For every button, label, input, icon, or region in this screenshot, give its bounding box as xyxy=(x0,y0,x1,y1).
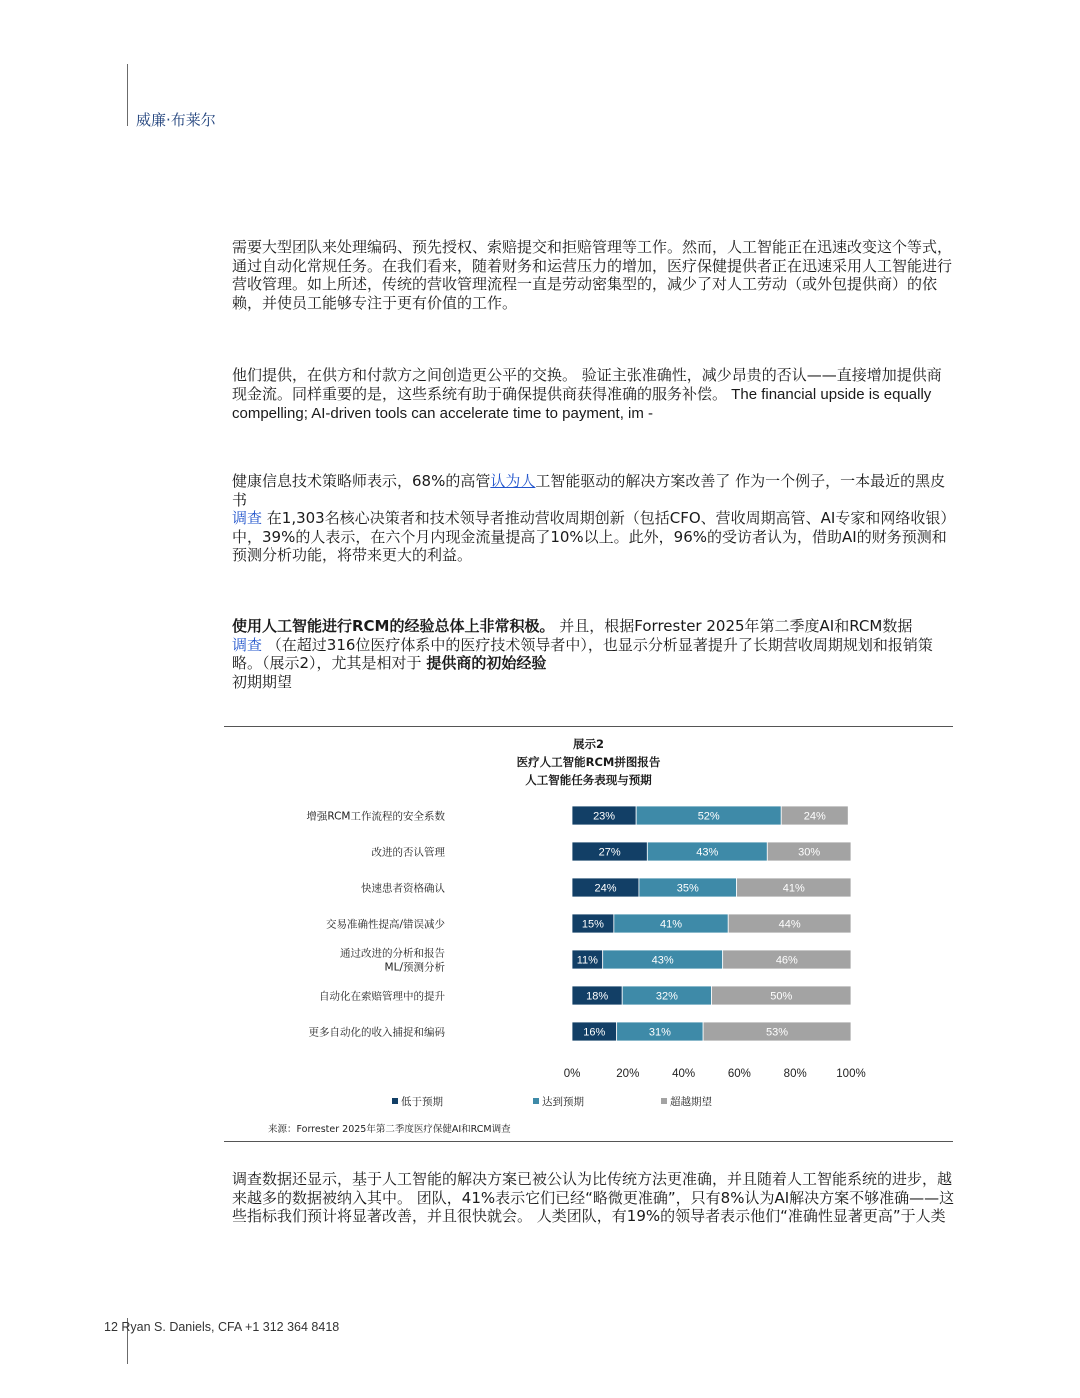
exhibit-bottom-rule xyxy=(224,1141,953,1142)
data-label: 53% xyxy=(766,1026,789,1039)
exhibit-label: 展示2 xyxy=(572,737,604,751)
data-label: 35% xyxy=(676,882,699,895)
paragraph-5: 调查数据还显示，基于人工智能的解决方案已被公认为比传统方法更准确，并且随着人工智能系统的进步，越来越多的数据被纳入其中。 团队，41%表示它们已经“略微更准确”，只有8%认为AI解决方案不够准确——这些指标我们预计将显著改善，并且很快就会。 人类团队，有19%的领导者表示他们“准确性显著更高”于人类 xyxy=(232,1170,955,1225)
paragraph-2: 他们提供，在供方和付款方之间创造更公平的交换。 验证主张准确性，减少昂贵的否认——直接增加提供商现金流。同样重要的是，这些系统有助于确保提供商获得准确的服务补偿。 The financial upside is equally compelling; AI-driven tools can accelerate time to payment, im - xyxy=(232,366,942,422)
x-tick-label: 80% xyxy=(783,1068,807,1080)
legend-label: 低于预期 xyxy=(401,1096,443,1108)
category-label: 快速患者资格确认 xyxy=(361,882,445,895)
data-label: 30% xyxy=(798,846,821,859)
data-label: 16% xyxy=(583,1026,606,1039)
legend-swatch xyxy=(533,1098,539,1104)
x-tick-label: 40% xyxy=(672,1068,696,1080)
data-label: 11% xyxy=(576,954,598,967)
legend-swatch xyxy=(661,1098,667,1104)
header-rule xyxy=(127,64,128,126)
data-label: 15% xyxy=(581,918,604,931)
paragraph-4: 使用人工智能进行RCM的经验总体上非常积极。 并且，根据Forrester 2025年第二季度AI和RCM数据 调查 （在超过316位医疗体系中的医疗技术领导者中），也显示分析显著提升了长期营收周期规划和报销策略。（展示2），尤其是相对于 提供商的初始经验 初期期望 xyxy=(232,617,933,691)
exhibit-subtitle: 人工智能任务表现与预期 xyxy=(525,773,652,787)
exhibit-top-rule xyxy=(224,726,953,727)
category-label: 增强RCM工作流程的安全系数 xyxy=(306,810,445,823)
brand-name: 威廉·布莱尔 xyxy=(136,111,216,129)
category-label: ML/预测分析 xyxy=(384,961,445,974)
data-label: 24% xyxy=(594,882,617,895)
footer-text: 12 Ryan S. Daniels, CFA +1 312 364 8418 xyxy=(104,1320,340,1334)
stacked-bar-chart xyxy=(224,795,953,1115)
data-label: 50% xyxy=(770,990,793,1003)
data-label: 43% xyxy=(651,954,674,967)
paragraph-1: 需要大型团队来处理编码、预先授权、索赔提交和拒赔管理等工作。然而，人工智能正在迅速改变这个等式，通过自动化常规任务。在我们看来，随着财务和运营压力的增加，医疗保健提供者正在迅速采用人工智能进行营收管理。如上所述，传统的营收管理流程一直是劳动密集型的，减少了对人工劳动（或外包提供商）的依赖，并使员工能够专注于更有价值的工作。 xyxy=(232,238,953,312)
legend-swatch xyxy=(392,1098,398,1104)
exhibit-title: 医疗人工智能RCM拼图报告 xyxy=(516,755,661,769)
exhibit-source: 来源：Forrester 2025年第二季度医疗保健AI和RCM调查 xyxy=(268,1124,511,1135)
category-label: 交易准确性提高/错误减少 xyxy=(325,918,445,931)
category-label: 改进的否认管理 xyxy=(371,846,445,859)
data-label: 41% xyxy=(782,882,805,895)
category-label: 通过改进的分析和报告 xyxy=(340,947,445,960)
data-label: 31% xyxy=(648,1026,671,1039)
survey-link-2[interactable]: 调查 xyxy=(232,635,263,654)
survey-link[interactable]: 调查 xyxy=(232,509,263,527)
data-label: 44% xyxy=(778,918,801,931)
data-label: 18% xyxy=(586,990,609,1003)
data-label: 43% xyxy=(696,846,719,859)
x-tick-label: 0% xyxy=(563,1068,581,1080)
data-label: 24% xyxy=(803,810,826,823)
data-label: 32% xyxy=(655,990,678,1003)
x-tick-label: 100% xyxy=(836,1068,866,1080)
legend-label: 超越期望 xyxy=(670,1096,712,1108)
data-label: 41% xyxy=(660,918,683,931)
paragraph-3: 健康信息技术策略师表示，68%的高管认为人工智能驱动的解决方案改善了 作为一个例子，一本最近的黑皮书 调查 在1,303名核心决策者和技术领导者推动营收周期创新（包括CFO、营收周期高管、AI专家和网络收银）中，39%的人表示，在六个月内现金流量提高了10%以上。此外，96%的受访者认为，借助AI的财务预测和预测分析功能，将带来更大的利益。 xyxy=(232,472,956,564)
category-label: 自动化在索赔管理中的提升 xyxy=(319,990,445,1003)
data-label: 27% xyxy=(598,846,621,859)
data-label: 46% xyxy=(775,954,798,967)
link-ren-wei[interactable]: 认为人 xyxy=(490,472,536,490)
data-label: 23% xyxy=(593,810,616,823)
category-label: 更多自动化的收入捕捉和编码 xyxy=(308,1026,445,1039)
legend-label: 达到预期 xyxy=(542,1096,584,1108)
x-tick-label: 20% xyxy=(616,1068,640,1080)
x-tick-label: 60% xyxy=(727,1068,751,1080)
data-label: 52% xyxy=(697,810,720,823)
